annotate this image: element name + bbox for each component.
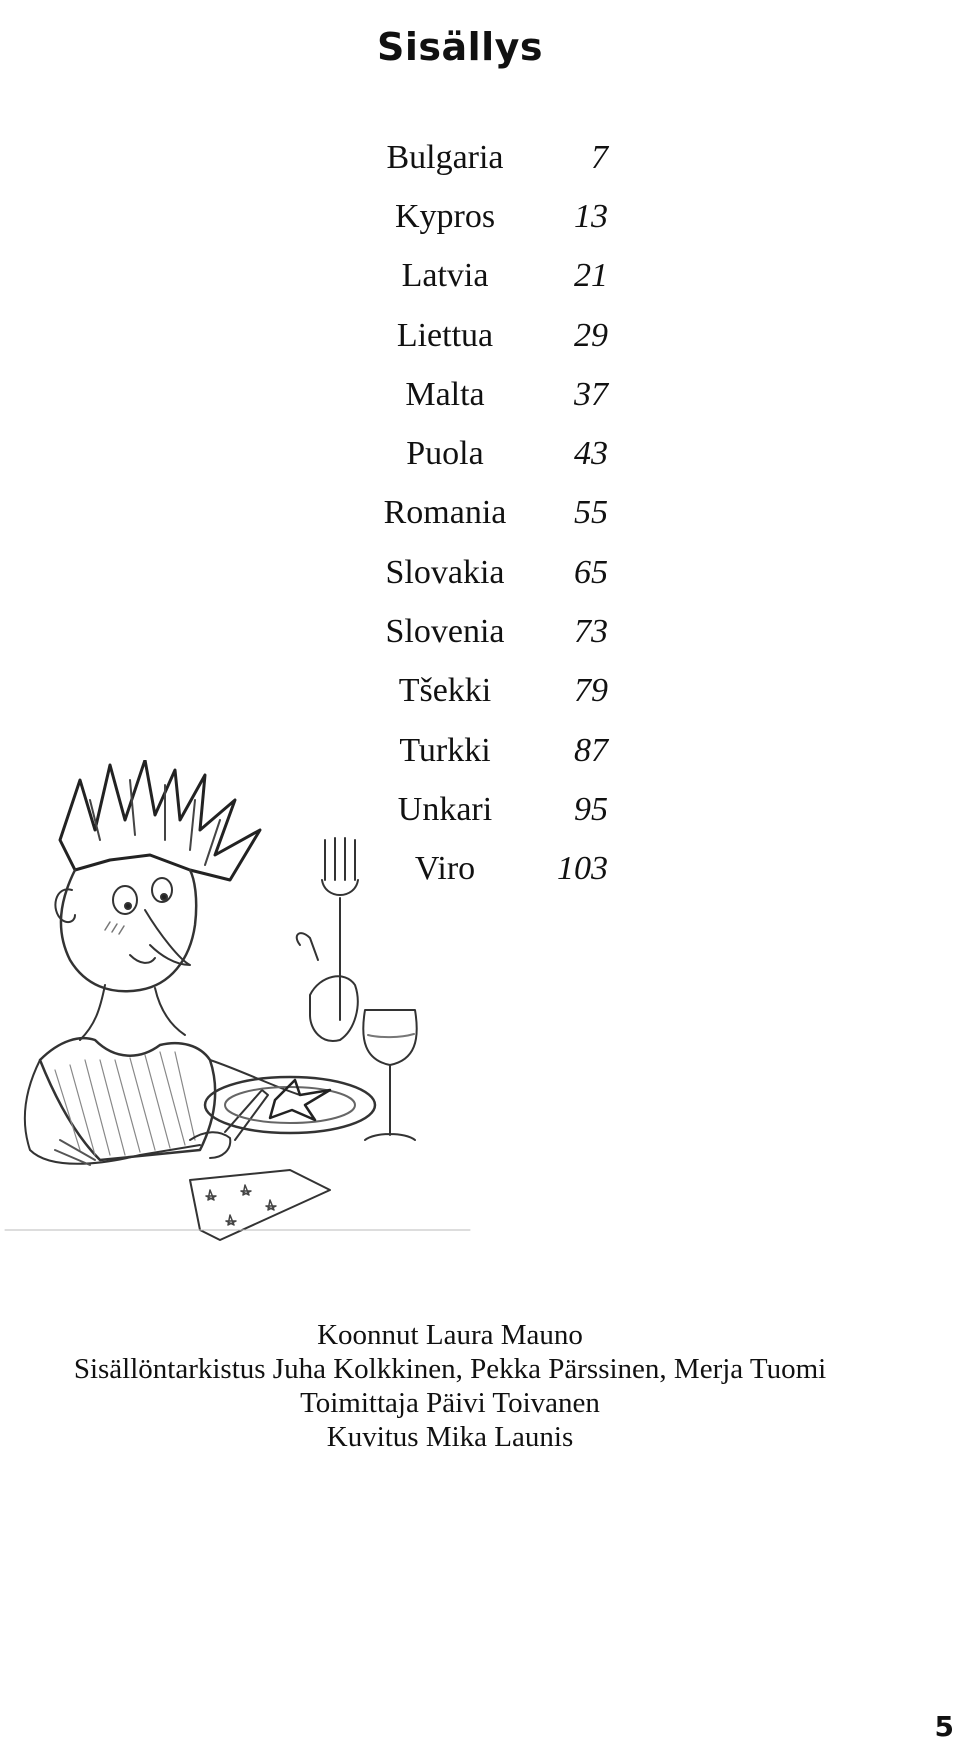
toc-country: Viro bbox=[414, 850, 476, 888]
toc-page-number: 87 bbox=[574, 731, 608, 769]
toc-page-number: 43 bbox=[574, 435, 608, 473]
toc-country: Slovakia bbox=[385, 553, 505, 591]
credit-compiled: Koonnut Laura Mauno bbox=[317, 1319, 583, 1351]
toc-page-number: 95 bbox=[574, 790, 608, 828]
toc-entry[interactable] bbox=[370, 424, 610, 483]
toc-country: Malta bbox=[405, 375, 485, 413]
toc-page-number: 103 bbox=[557, 850, 608, 888]
toc-entry[interactable] bbox=[370, 543, 610, 602]
toc-country: Tšekki bbox=[398, 672, 492, 710]
toc-entry[interactable] bbox=[370, 662, 610, 721]
toc-page-number: 79 bbox=[574, 672, 608, 710]
star-icon bbox=[270, 1080, 330, 1120]
toc-country: Liettua bbox=[396, 316, 494, 354]
pencil-sketch-diner-icon bbox=[0, 760, 480, 1280]
fork-icon bbox=[322, 838, 358, 1020]
toc-country: Romania bbox=[383, 494, 507, 532]
toc-country: Slovenia bbox=[385, 613, 505, 651]
toc-country: Latvia bbox=[401, 257, 489, 295]
toc-page-number: 65 bbox=[574, 553, 608, 591]
head-icon bbox=[61, 870, 196, 991]
credit-content-check: Sisällöntarkistus Juha Kolkkinen, Pekka Pärssinen, Merja Tuomi bbox=[73, 1353, 827, 1385]
toc-country: Turkki bbox=[399, 731, 491, 769]
toc-entry[interactable] bbox=[370, 187, 610, 246]
toc-page-number: 73 bbox=[574, 613, 608, 651]
toc-entry[interactable] bbox=[370, 602, 610, 661]
credit-illustration: Kuvitus Mika Launis bbox=[326, 1421, 574, 1453]
page-title: Sisällys bbox=[376, 25, 544, 70]
toc-country: Unkari bbox=[397, 790, 493, 828]
toc-page-number: 29 bbox=[574, 316, 608, 354]
hair-icon bbox=[60, 760, 260, 880]
torso-icon bbox=[40, 1038, 215, 1160]
toc-entry[interactable] bbox=[370, 484, 610, 543]
toc-country: Kypros bbox=[394, 197, 496, 235]
toc-page-number: 7 bbox=[591, 138, 608, 176]
credits bbox=[0, 1318, 930, 1454]
toc-country: Puola bbox=[406, 435, 484, 473]
toc-page-number: 37 bbox=[574, 375, 608, 413]
toc-entry[interactable] bbox=[370, 128, 610, 187]
credit-editor: Toimittaja Päivi Toivanen bbox=[300, 1387, 600, 1419]
toc-entry[interactable] bbox=[370, 306, 610, 365]
toc-page-number: 13 bbox=[574, 197, 608, 235]
toc-page-number: 55 bbox=[574, 494, 608, 532]
toc-country: Bulgaria bbox=[386, 138, 504, 176]
toc-entry[interactable] bbox=[370, 247, 610, 306]
toc-page-number: 21 bbox=[574, 257, 608, 295]
page-number: 5 bbox=[934, 1710, 954, 1743]
toc-entry[interactable] bbox=[370, 365, 610, 424]
